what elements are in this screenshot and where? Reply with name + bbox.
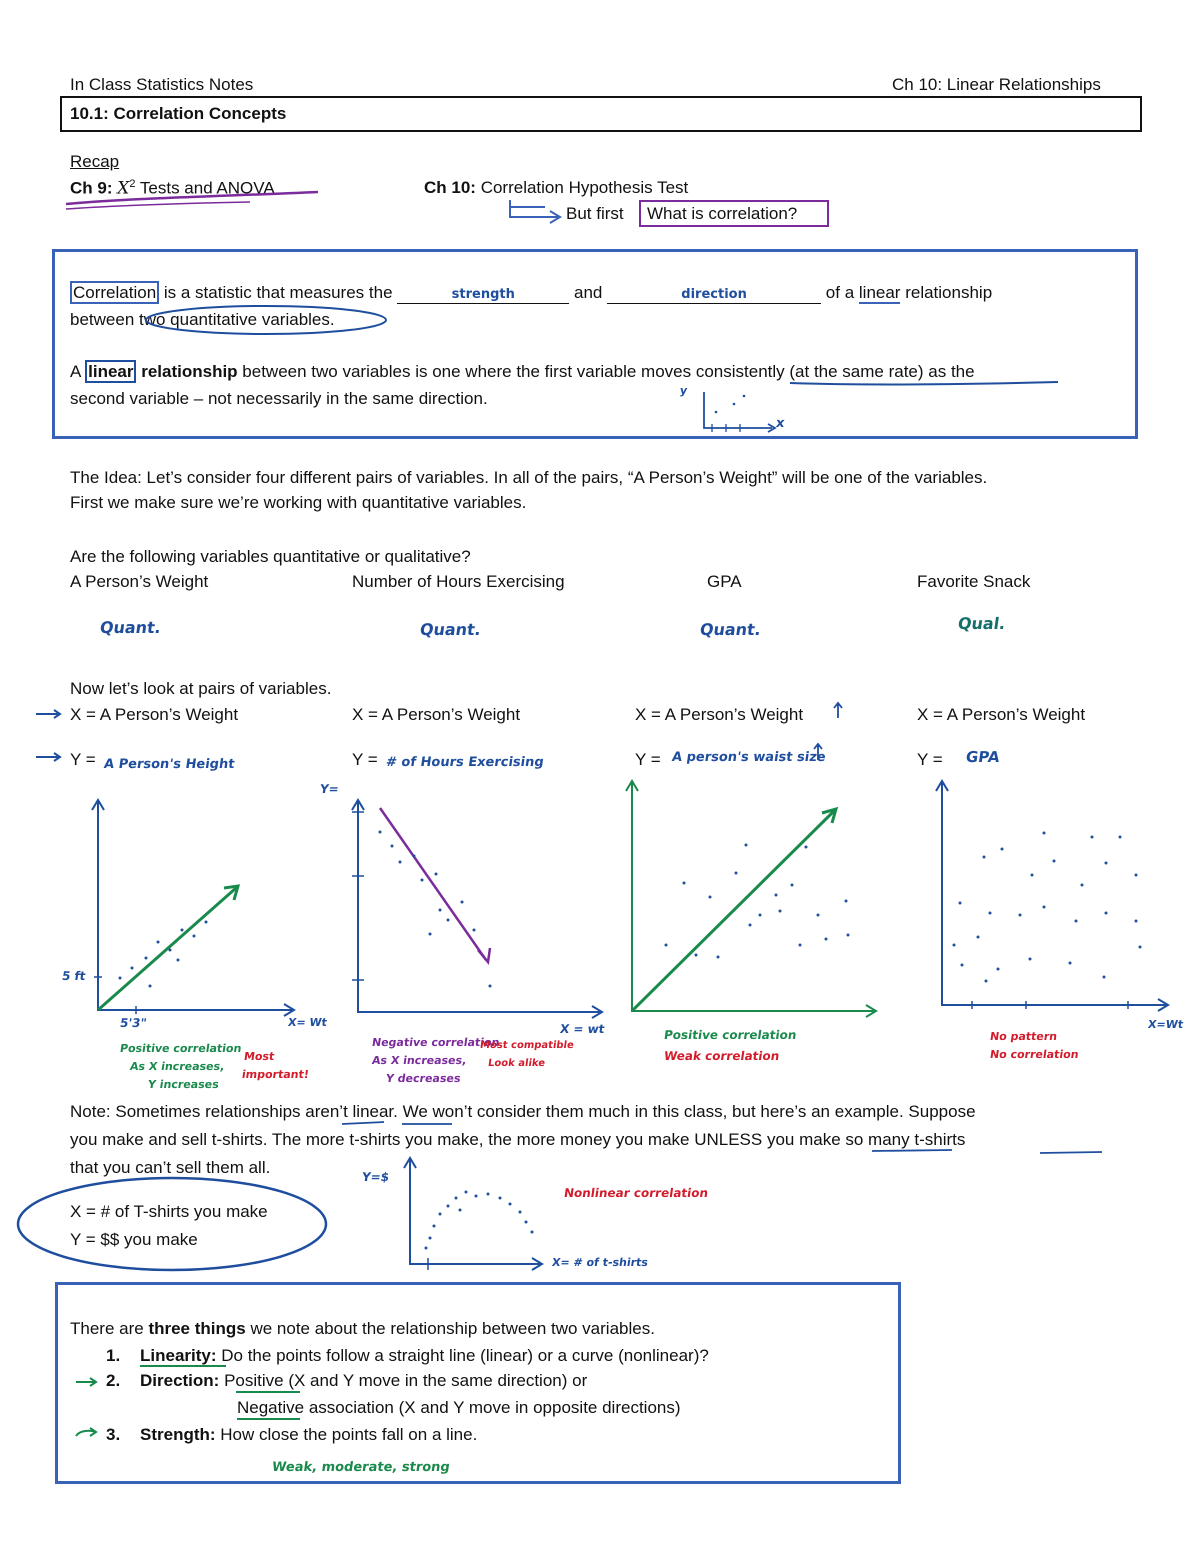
thing-2-term: Direction: bbox=[140, 1371, 220, 1390]
variable-4: Favorite Snack bbox=[917, 572, 1031, 591]
blank-direction-hand: direction bbox=[681, 287, 747, 302]
linear-b: linear bbox=[85, 360, 136, 383]
intro-c: we note about the relationship between two variables. bbox=[245, 1319, 655, 1338]
recap-label: Recap bbox=[70, 152, 120, 171]
intro-a: There are bbox=[70, 1319, 149, 1338]
pair-2-note-2: As X increases, bbox=[371, 1054, 468, 1067]
variable-1: A Person’s Weight bbox=[70, 572, 209, 591]
pair-4-x-axis: X=Wt bbox=[1147, 1018, 1185, 1031]
idea-line1: The Idea: Let’s consider four different pairs of variables. In all of the pairs, “A Person’s Weight” will be one of the variables. bbox=[70, 468, 988, 487]
thing-3-text: How close the points fall on a line. bbox=[215, 1425, 478, 1444]
sketch-x-label: x bbox=[774, 416, 786, 431]
pair-4-x: X = A Person’s Weight bbox=[917, 705, 1086, 724]
pair-4-red-2: No correlation bbox=[989, 1048, 1080, 1061]
pair-1-y-tick: 5 ft bbox=[61, 969, 87, 983]
linear-word-1: linear bbox=[858, 283, 901, 302]
strength-hand: Weak, moderate, strong bbox=[270, 1460, 451, 1475]
blank-strength-hand: strength bbox=[451, 287, 515, 302]
note-line2: you make and sell t-shirts. The more t-shirts you make, the more money you make UNLESS you make so many t-shirts bbox=[70, 1130, 966, 1149]
section-title: 10.1: Correlation Concepts bbox=[70, 104, 287, 123]
pair-3-red-1: Weak correlation bbox=[663, 1049, 781, 1063]
ch10-rest: Correlation Hypothesis Test bbox=[475, 178, 689, 197]
pair-2-red-1: Most compatible bbox=[479, 1040, 575, 1051]
quant-question: Are the following variables quantitative or qualitative? bbox=[70, 547, 471, 566]
two-quant-vars: two quantitative variables. bbox=[139, 310, 335, 329]
def-text-b: and bbox=[569, 283, 608, 302]
pair-3-y-label: Y = bbox=[635, 750, 661, 769]
x-definition: X = # of T-shirts you make bbox=[70, 1202, 268, 1221]
what-is-correlation: What is correlation? bbox=[647, 204, 798, 223]
nonlinear-label: Nonlinear correlation bbox=[563, 1186, 710, 1200]
header-left: In Class Statistics Notes bbox=[70, 75, 254, 94]
def-text-c: of a bbox=[821, 283, 859, 302]
pair-1-y-hand: A Person's Height bbox=[102, 757, 236, 772]
pair-1-x: X = A Person’s Weight bbox=[70, 705, 239, 724]
thing-1-term: Linearity: bbox=[140, 1346, 217, 1365]
answer-4: Qual. bbox=[956, 614, 1007, 633]
def-text-a: is a statistic that measures the bbox=[159, 283, 398, 302]
thing-1-num: 1. bbox=[106, 1346, 121, 1365]
pair-2-x: X = A Person’s Weight bbox=[352, 705, 521, 724]
nonlinear-graph-y: Y=$ bbox=[361, 1170, 391, 1184]
thing-1-text: Do the points follow a straight line (linear) or a curve (nonlinear)? bbox=[216, 1346, 709, 1365]
idea-line2: First we make sure we’re working with quantitative variables. bbox=[70, 493, 527, 512]
pair-1-note-1: Positive correlation bbox=[119, 1042, 243, 1055]
pair-4-y-label: Y = bbox=[917, 750, 943, 769]
thing-3-term: Strength: bbox=[140, 1425, 216, 1444]
note-line1: Note: Sometimes relationships aren’t linear. We won’t consider them much in this class, but here’s an example. Suppose bbox=[70, 1102, 976, 1121]
thing-2-line2: Negative association (X and Y move in opposite directions) bbox=[237, 1398, 681, 1417]
linear-a: A bbox=[70, 362, 86, 381]
chi-symbol: X bbox=[117, 178, 130, 199]
pair-1-x-axis: X= Wt bbox=[287, 1016, 328, 1029]
thing-2-text: Positive (X and Y move in the same direction) or bbox=[219, 1371, 588, 1390]
pair-1-red-1: Most bbox=[243, 1050, 276, 1063]
header-right: Ch 10: Linear Relationships bbox=[892, 75, 1101, 94]
variable-2: Number of Hours Exercising bbox=[352, 572, 565, 591]
linear-d: between two variables is one where the first variable moves consistently (at the same rate) as the bbox=[237, 362, 975, 381]
but-first: But first bbox=[566, 204, 624, 223]
linear-definition-line2: second variable – not necessarily in the same direction. bbox=[70, 389, 488, 408]
pair-2-y-axis: Y= bbox=[319, 782, 340, 796]
pair-2-note-3: Y decreases bbox=[385, 1072, 462, 1085]
ch9-prefix: Ch 9: bbox=[70, 178, 113, 198]
answer-3: Quant. bbox=[698, 620, 763, 639]
thing-2-num: 2. bbox=[106, 1371, 121, 1390]
intro-b: three things bbox=[148, 1319, 246, 1338]
pair-2-y-label: Y = bbox=[352, 750, 378, 769]
pair-4-red-1: No pattern bbox=[989, 1030, 1059, 1043]
def-text-d: relationship bbox=[900, 283, 993, 302]
variable-3: GPA bbox=[707, 572, 742, 591]
pair-3-x: X = A Person’s Weight bbox=[635, 705, 804, 724]
pair-1-x-tick: 5'3" bbox=[119, 1016, 148, 1030]
linear-c: relationship bbox=[136, 362, 238, 381]
pair-4-y-hand: GPA bbox=[964, 748, 1001, 766]
sketch-y-label: y bbox=[679, 384, 689, 397]
note-line3: that you can’t sell them all. bbox=[70, 1158, 271, 1177]
pair-3-y-hand: A person's waist size bbox=[670, 750, 827, 765]
pair-1-note-2: As X increases, bbox=[129, 1060, 226, 1073]
y-definition: Y = $$ you make bbox=[70, 1230, 198, 1249]
chi-sup: 2 bbox=[129, 178, 136, 190]
thing-3-num: 3. bbox=[106, 1425, 121, 1444]
pair-1-note-3: Y increases bbox=[147, 1078, 220, 1091]
nonlinear-graph-x: X= # of t-shirts bbox=[551, 1256, 649, 1269]
pair-1-red-2: important! bbox=[241, 1068, 310, 1081]
pair-2-x-axis: X = wt bbox=[559, 1022, 606, 1036]
ch9-rest: Tests and ANOVA bbox=[135, 178, 275, 198]
pairs-intro: Now let’s look at pairs of variables. bbox=[70, 679, 332, 698]
answer-1: Quant. bbox=[98, 618, 163, 637]
def-between: between bbox=[70, 310, 139, 329]
pair-2-note-1: Negative correlation bbox=[371, 1036, 501, 1049]
pair-2-red-2: Look alike bbox=[487, 1058, 546, 1069]
answer-2: Quant. bbox=[418, 620, 483, 639]
correlation-word: Correlation bbox=[70, 281, 159, 304]
pair-1-y-label: Y = bbox=[70, 750, 96, 769]
pair-3-note-1: Positive correlation bbox=[663, 1028, 798, 1042]
ch10-prefix: Ch 10: bbox=[424, 178, 476, 197]
pair-2-y-hand: # of Hours Exercising bbox=[384, 755, 545, 770]
